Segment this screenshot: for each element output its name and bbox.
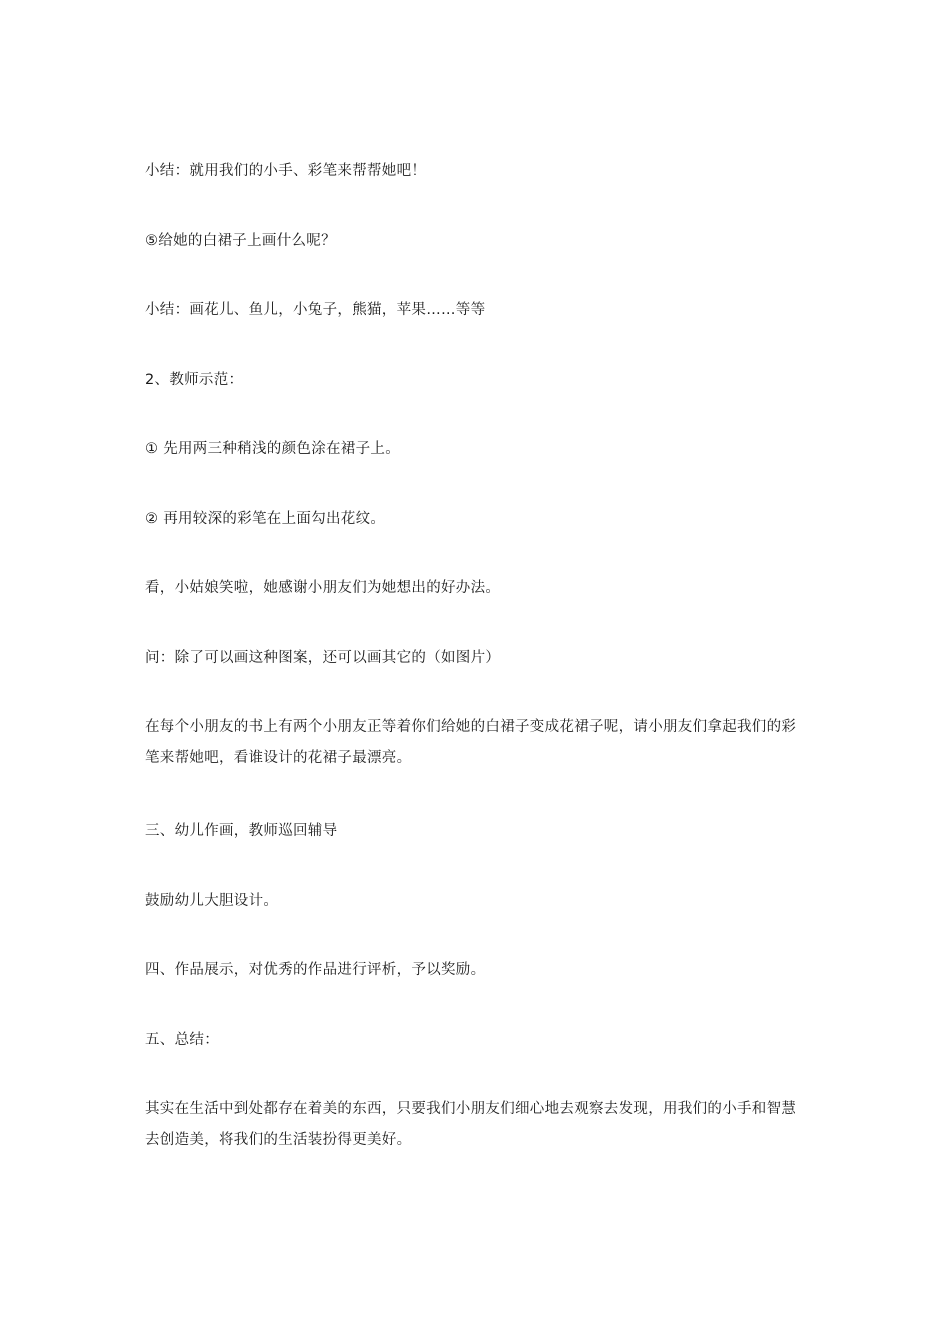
- paragraph-step-two: ② 再用较深的彩笔在上面勾出花纹。: [145, 511, 386, 527]
- paragraph-summary-examples: 小结：画花儿、鱼儿，小兔子，熊猫，苹果……等等: [145, 302, 486, 318]
- paragraph-step-one: ① 先用两三种稍浅的颜色涂在裙子上。: [145, 441, 401, 457]
- section-heading-showcase: 四、作品展示，对优秀的作品进行评析，予以奖励。: [145, 962, 486, 978]
- paragraph-question-other: 问：除了可以画这种图案，还可以画其它的（如图片）: [145, 650, 501, 666]
- paragraph-girl-smiles: 看，小姑娘笑啦，她感谢小朋友们为她想出的好办法。: [145, 580, 501, 596]
- paragraph-encourage: 鼓励幼儿大胆设计。: [145, 893, 279, 909]
- section-heading-drawing: 三、幼儿作画，教师巡回辅导: [145, 823, 338, 839]
- section-heading-demo: 2、教师示范：: [145, 372, 244, 388]
- paragraph-book-task: 在每个小朋友的书上有两个小朋友正等着你们给她的白裙子变成花裙子呢，请小朋友们拿起我们的彩笔来帮她吧，看谁设计的花裙子最漂亮。: [145, 719, 797, 766]
- paragraph-conclusion-text: 其实在生活中到处都存在着美的东西，只要我们小朋友们细心地去观察去发现，用我们的小手和智慧去创造美，将我们的生活装扮得更美好。: [145, 1101, 797, 1148]
- paragraph-question-draw: ⑤给她的白裙子上画什么呢？: [145, 233, 336, 249]
- section-heading-conclusion: 五、总结：: [145, 1032, 219, 1048]
- paragraph-summary-help: 小结：就用我们的小手、彩笔来帮帮她吧！: [145, 163, 427, 179]
